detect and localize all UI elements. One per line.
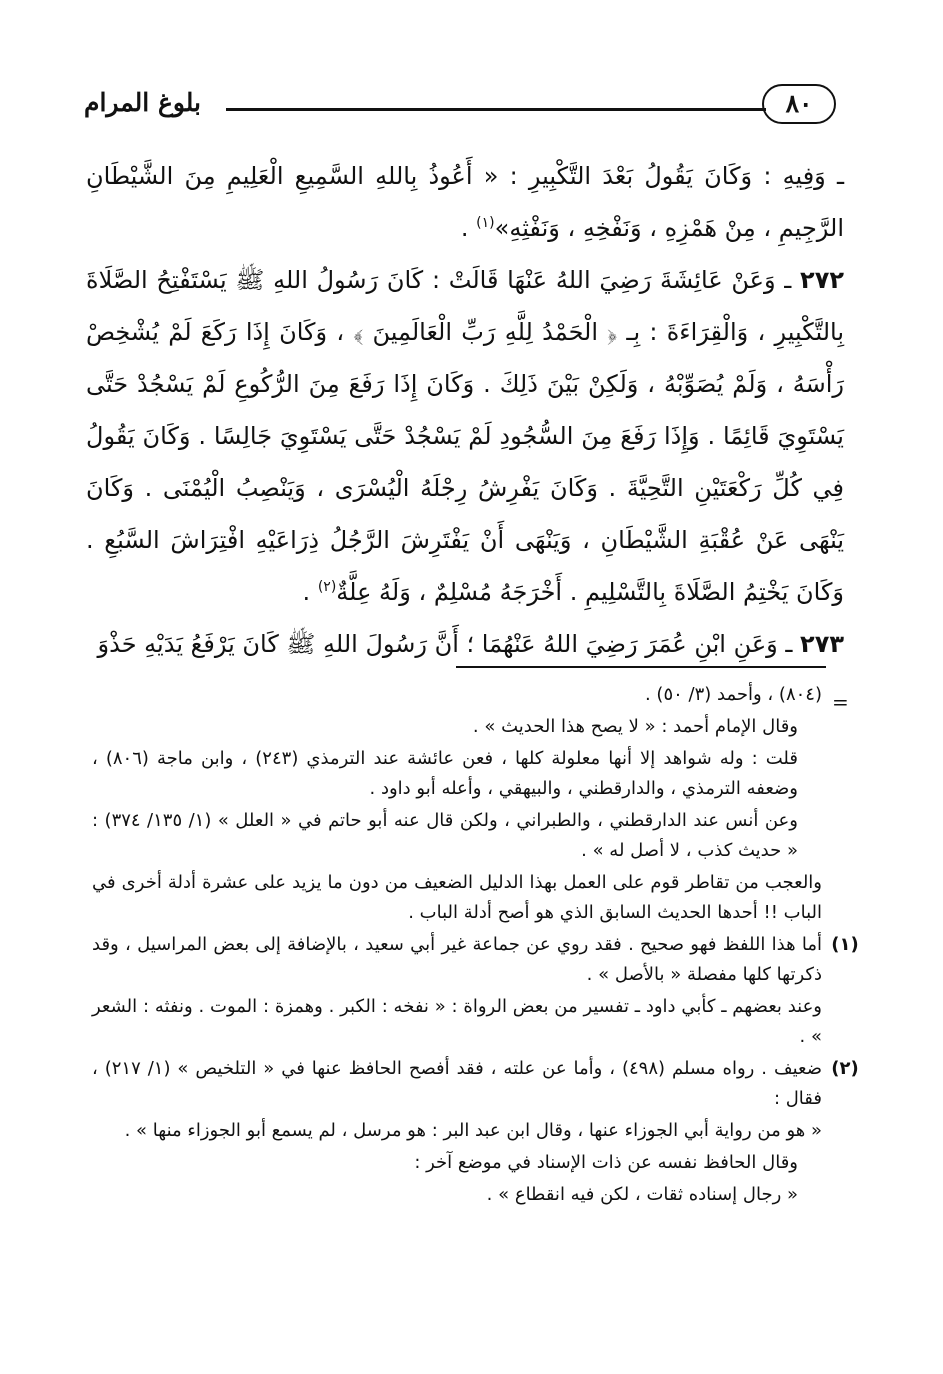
- main-text: [86, 150, 844, 670]
- footnote-line: وقال الحافظ نفسه عن ذات الإسناد في موضع آخر :: [414, 1152, 798, 1173]
- paragraph-intro: [86, 150, 844, 254]
- hadith-272: [86, 254, 844, 618]
- footnote-line: ضعيف . رواه مسلم (٤٩٨) ، وأما عن علته ، فقد أفصح الحافظ عنها في « التلخيص » (١/ ٢١٧) ، فقال :: [92, 1058, 822, 1109]
- header-rule: [226, 108, 766, 111]
- footnote-1-number: (١): [831, 934, 859, 955]
- hadith-number-272: ٢٧٢: [800, 266, 844, 294]
- footnotes: [92, 680, 859, 1212]
- footnote-line: وقال الإمام أحمد : « لا يصح هذا الحديث » .: [472, 716, 798, 737]
- footnote-line: أما هذا اللفظ فهو صحيح . فقد روي عن جماعة غير أبي سعيد ، بالإضافة إلى بعض المراسيل ، وقد ذكرتها كلها مفصلة « بالأصل » .: [92, 934, 822, 985]
- hadith-number-273: ٢٧٣: [800, 630, 844, 658]
- paragraph-intro-text: ـ وَفِيهِ : وَكَانَ يَقُولُ بَعْدَ التَّكْبِيرِ : « أَعُوذُ بِاللهِ السَّمِيعِ الْعَلِيمِ مِنَ الشَّيْطَانِ الرَّجِيمِ ، مِنْ هَمْزِهِ ، وَنَفْخِهِ ، وَنَفْثِهِ»: [86, 162, 844, 242]
- page-number: ٨٠: [762, 84, 836, 124]
- footnote-1: [92, 930, 859, 1052]
- footnote-rule: [456, 666, 826, 668]
- footnote-line: قلت : وله شواهد إلا أنها معلولة كلها ، فعن عائشة عند الترمذي (٢٤٣) ، وابن ماجة (٨٠٦) ، وضعفه الترمذي ، والدارقطني ، والبيهقي ، وأعله أبو داود .: [92, 748, 798, 799]
- hadith-272-end: .: [302, 578, 318, 606]
- footnote-2-number: (٢): [831, 1058, 859, 1079]
- paragraph-intro-end: .: [460, 214, 477, 242]
- hadith-273: [86, 618, 844, 670]
- footnote-line: والعجب من تقاطر قوم على العمل بهذا الدليل الضعيف من دون ما يزيد على عشرة أدلة أخرى في الباب !! أحدها الحديث السابق الذي هو أصح أدلة الباب .: [92, 872, 822, 923]
- continuation-marker: =: [832, 690, 849, 714]
- footnote-line: « رجال إسناده ثقات ، لكن فيه انقطاع » .: [486, 1184, 798, 1205]
- page-header: [0, 70, 943, 150]
- hadith-272-text: ـ وَعَنْ عَائِشَةَ رَضِيَ اللهُ عَنْهَا قَالَتْ : كَانَ رَسُولُ اللهِ ﷺ يَسْتَفْتِحُ الصَّلَاةَ بِالتَّكْبِيرِ ، وَالْقِرَاءَةَ : بِـ ﴿ الْحَمْدُ لِلَّهِ رَبِّ الْعَالَمِينَ ﴾ ، وَكَانَ إِذَا رَكَعَ لَمْ يُشْخِصْ رَأْسَهُ ، وَلَمْ يُصَوِّبْهُ ، وَلَكِنْ بَيْنَ ذَلِكَ . وَكَانَ إِذَا رَفَعَ مِنَ الرُّكُوعِ لَمْ يَسْجُدْ حَتَّى يَسْتَوِيَ قَائِمًا . وَإِذَا رَفَعَ مِنَ السُّجُودِ لَمْ يَسْجُدْ حَتَّى يَسْتَوِيَ جَالِسًا . وَكَانَ يَقُولُ فِي كُلِّ رَكْعَتَيْنِ التَّحِيَّةَ . وَكَانَ يَفْرِشُ رِجْلَهُ الْيُسْرَى ، وَيَنْصِبُ الْيُمْنَى . وَكَانَ يَنْهَى عَنْ عُقْبَةِ الشَّيْطَانِ ، وَيَنْهَى أَنْ يَفْتَرِشَ الرَّجُلُ ذِرَاعَيْهِ افْتِرَاشَ السَّبُعِ . وَكَانَ يَخْتِمُ الصَّلَاةَ بِالتَّسْلِيمِ . أَخْرَجَهُ مُسْلِمٌ ، وَلَهُ عِلَّةٌ: [86, 266, 844, 606]
- running-title: بلوغ المرام: [84, 88, 202, 117]
- footnote-ref-2: (٢): [317, 579, 337, 595]
- footnote-line: « هو من رواية أبي الجوزاء عنها ، وقال ابن عبد البر : هو مرسل ، لم يسمع أبو الجوزاء منها » .: [124, 1120, 822, 1141]
- footnote-ref-1: (١): [476, 215, 495, 231]
- hadith-273-text: ـ وَعَنِ ابْنِ عُمَرَ رَضِيَ اللهُ عَنْهُمَا ؛ أَنَّ رَسُولَ اللهِ ﷺ كَانَ يَرْفَعُ يَدَيْهِ حَذْوَ: [97, 630, 801, 658]
- footnote-2: [92, 1054, 859, 1210]
- footnote-line: وعند بعضهم ـ كأبي داود ـ تفسير من بعض الرواة : « نفخه : الكبر . وهمزة : الموت . ونفثه : الشعر » .: [92, 996, 822, 1047]
- footnote-line: وعن أنس عند الدارقطني ، والطبراني ، ولكن قال عنه أبو حاتم في « العلل » (١/ ١٣٥/ ٣٧٤) : « حديث كذب ، لا أصل له » .: [92, 810, 798, 861]
- footnote-line: (٨٠٤) ، وأحمد (٣/ ٥٠) .: [644, 684, 822, 705]
